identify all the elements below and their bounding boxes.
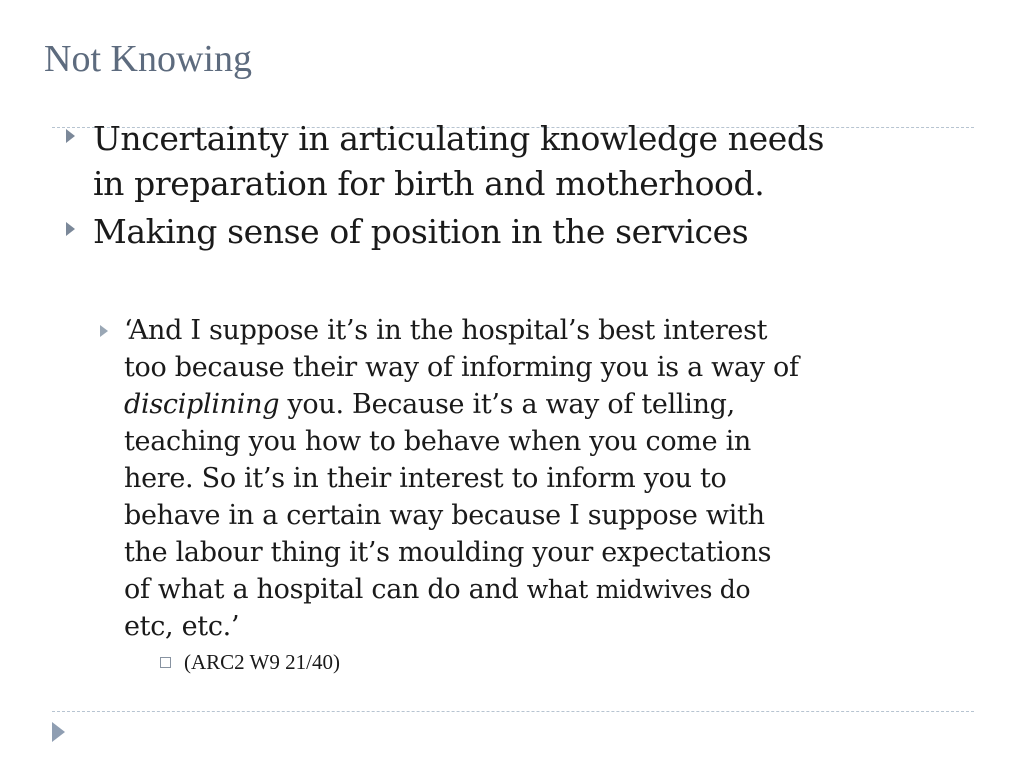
quote-line: too because their way of informing you is a way of — [124, 352, 799, 383]
triangle-bullet-icon — [66, 129, 75, 143]
quote-line: behave in a certain way because I suppose with — [124, 500, 765, 531]
bottom-divider — [52, 711, 974, 712]
quote-line: etc, etc.’ — [124, 611, 240, 642]
emphasis-text: disciplining — [124, 389, 280, 420]
quote-line: the labour thing it’s moulding your expectations — [124, 537, 772, 568]
quote-line: teaching you how to behave when you come in — [124, 426, 751, 457]
citation-bullet — [160, 648, 340, 676]
quote-bullet — [100, 312, 980, 645]
quote-fragment-small: what midwives do — [526, 575, 751, 604]
quote-fragment: of what a hospital can do and — [124, 574, 527, 605]
quote-line — [124, 386, 980, 423]
bullet-item-uncertainty — [66, 116, 966, 206]
citation-text: (ARC2 W9 21/40) — [184, 650, 340, 674]
quote-fragment: you. Because it’s a way of telling, — [279, 389, 735, 420]
quote-line: ‘And I suppose it’s in the hospital’s best interest — [124, 315, 768, 346]
hollow-square-bullet-icon — [160, 657, 171, 668]
triangle-bullet-icon — [100, 325, 108, 337]
slide-title: Not Knowing — [44, 38, 252, 80]
bullet-item-making-sense — [66, 209, 966, 254]
quote-line: here. So it’s in their interest to inform you to — [124, 463, 727, 494]
quote-text — [124, 312, 980, 645]
bullet-line: Uncertainty in articulating knowledge needs — [93, 119, 825, 158]
triangle-bullet-icon — [66, 222, 75, 236]
bullet-line: in preparation for birth and motherhood. — [93, 164, 765, 203]
play-arrow-icon[interactable] — [52, 722, 65, 742]
bullet-line: Making sense of position in the services — [93, 212, 749, 251]
bullet-text — [93, 209, 966, 254]
bullet-text — [93, 116, 966, 206]
quote-line — [124, 571, 980, 608]
